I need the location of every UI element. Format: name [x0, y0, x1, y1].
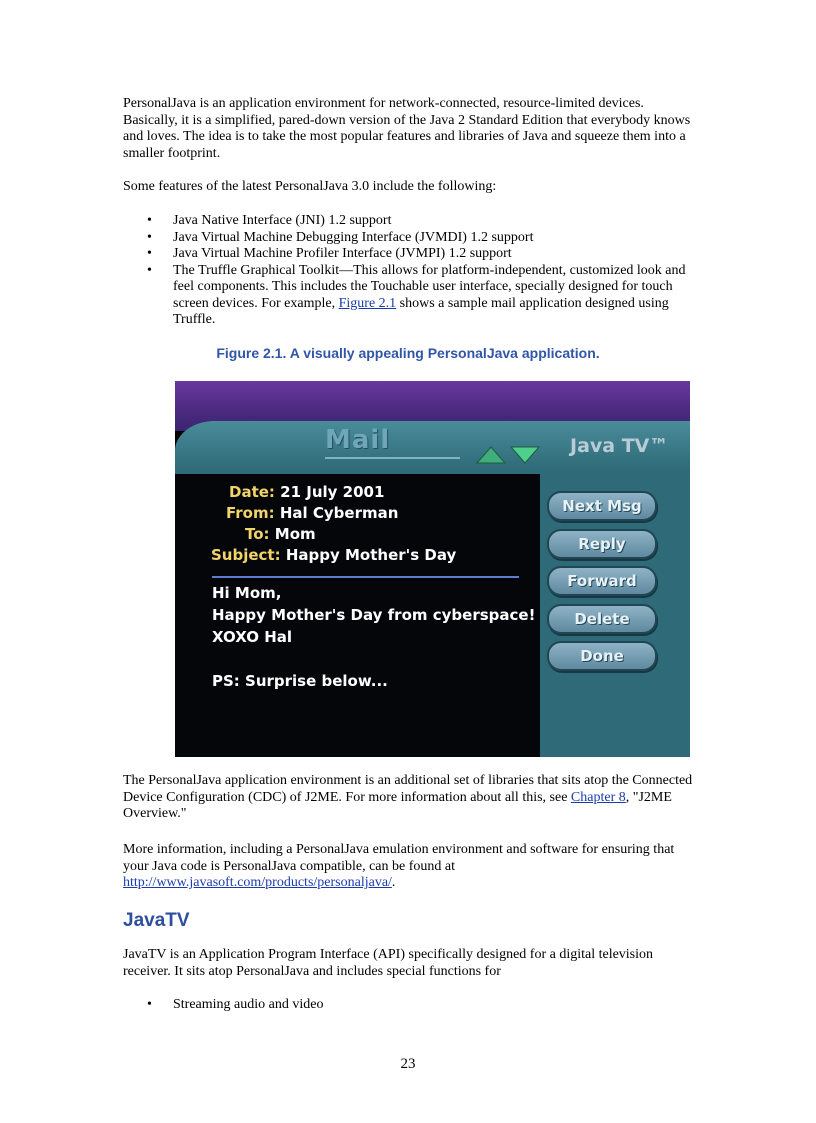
figure-2-1-link[interactable]: Figure 2.1: [338, 295, 397, 311]
message-line: PS: Surprise below...: [212, 672, 388, 690]
figure-caption: Figure 2.1. A visually appealing PersonalJava application.: [216, 345, 600, 361]
reply-button[interactable]: Reply: [547, 529, 657, 559]
bullet-icon: •: [147, 229, 152, 245]
more-info-paragraph: More information, including a PersonalJava emulation environment and software for ensuring that your Java code is PersonalJava compatible, can be found at http://www.javasoft.com/products/personaljava/.: [123, 842, 675, 890]
header-separator: [212, 576, 519, 578]
from-row: From: Hal Cyberman: [226, 504, 399, 522]
subject-row: Subject: Happy Mother's Day: [211, 546, 457, 564]
java-tv-logo: Java TV™: [570, 435, 669, 457]
personaljava-url-link[interactable]: http://www.javasoft.com/products/personaljava/: [123, 875, 392, 890]
scroll-arrows: [475, 443, 541, 465]
bullet-icon: •: [147, 213, 152, 228]
message-line: XOXO Hal: [212, 628, 293, 646]
section-heading-javatv: JavaTV: [123, 910, 190, 931]
up-arrow-icon[interactable]: [477, 447, 505, 463]
done-button[interactable]: Done: [547, 641, 657, 671]
to-row: To: Mom: [245, 525, 316, 543]
intro-paragraph: PersonalJava is an application environment for network-connected, resource-limited devices. Basically, it is a simplified, pared-down version of the Java 2 Standard Edition that everybody knows and loves. The idea is to take the most popular features and libraries of Java and squeeze them into a smaller footprint.: [123, 96, 691, 161]
list-item: • The Truffle Graphical Toolkit—This allows for platform-independent, customized look and feel components. This includes the Touchable user interface, specially designed for touch screen devices. For example, Figure 2.1 shows a sample mail application designed using Truffle.: [147, 262, 686, 327]
message-line: Hi Mom,: [212, 584, 282, 602]
list-item: • Java Native Interface (JNI) 1.2 support: [147, 213, 392, 228]
down-arrow-icon[interactable]: [511, 447, 539, 463]
next-msg-button[interactable]: Next Msg: [547, 491, 657, 521]
javatv-paragraph: JavaTV is an Application Program Interface (API) specifically designed for a digital television receiver. It sits atop PersonalJava and includes special functions for: [123, 947, 654, 979]
features-intro: Some features of the latest PersonalJava 3.0 include the following:: [123, 179, 497, 194]
mail-app-figure: [175, 381, 690, 757]
page-number: 23: [400, 1056, 416, 1072]
date-row: Date: 21 July 2001: [229, 483, 385, 501]
delete-button[interactable]: Delete: [547, 604, 657, 634]
title-underline: [325, 457, 460, 459]
chapter-8-link[interactable]: Chapter 8: [570, 789, 626, 805]
cdc-paragraph: The PersonalJava application environment is an additional set of libraries that sits atop the Connected Device Configuration (CDC) of J2ME. For more information about all this, see Chapter 8, "J2ME Overview.": [123, 773, 693, 821]
bullet-icon: •: [147, 246, 152, 261]
bullet-icon: •: [147, 262, 152, 278]
bullet-icon: •: [147, 997, 152, 1012]
features-list: [147, 213, 697, 329]
mail-title: Mail: [325, 425, 391, 455]
message-line: Happy Mother's Day from cyberspace!: [212, 606, 536, 624]
javatv-features-list: [147, 997, 697, 1014]
list-item: • Java Virtual Machine Profiler Interface (JVMPI) 1.2 support: [147, 246, 512, 261]
forward-button[interactable]: Forward: [547, 566, 657, 596]
list-item: • Java Virtual Machine Debugging Interface (JVMDI) 1.2 support: [147, 229, 534, 245]
list-item: • Streaming audio and video: [147, 997, 324, 1012]
